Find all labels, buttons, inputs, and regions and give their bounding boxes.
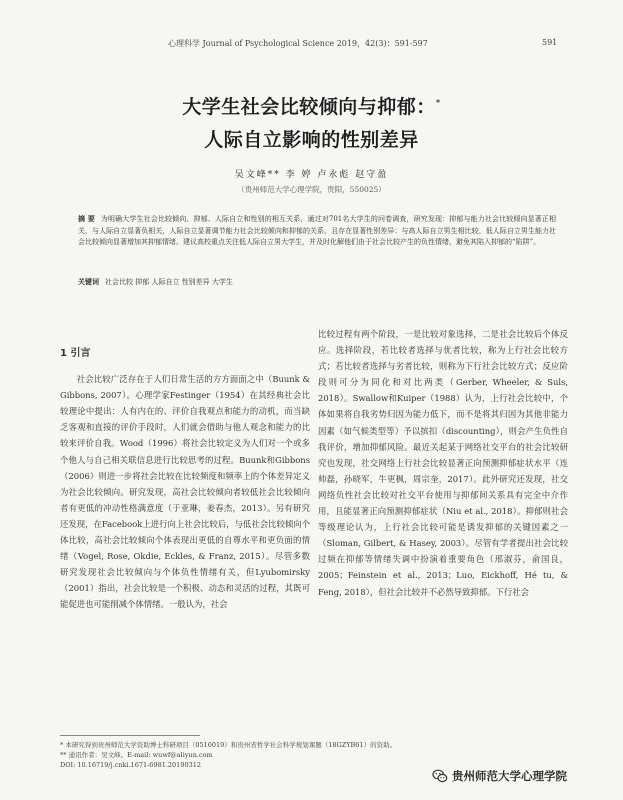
left-body-paragraph: 社会比较广泛存在于人们日常生活的方方面面之中（Buunk & Gibbons, 2007）。心理学家Festinger（1954）在其经典社会比较理论中提出：人有内在的、评价自我观点和能力的动机，而当缺乏客观和直接的评价手段时，人们就会借助与他人观念和能力的比较来评价自我。Wood（1996）将社会比较定义为人们对一个或多个他人与自己相关联信息进行比较思考的过程。Buunk和Gibbons（2006）则进一步将社会比较在比较频度和频率上的个体差异定义为社会比较倾向。研究发现，高社会比较倾向者较低社会比较倾向者有更低的冲动性格满意度（于亚琳，姜春杰，2013）。另有研究还发现，在Facebook上进行向上社会比较后，与低社会比较倾向个体比较，高社会比较倾向个体表现出更低的自尊水平和更负面的情绪（Vogel, Rose, Okdie, Eckles, & Franz, 2015）。尽管多数研究发现社会比较倾向与个体负性情绪有关，但Lyubomirsky（2001）指出，社会比较是一个积极、动态和灵活的过程，其既可能促进也可能削减个体情绪。一般认为，社会 xyxy=(60,374,310,610)
footnote-doi: DOI: 10.16719/j.cnki.1671-6981.20190312 xyxy=(60,761,201,769)
right-column xyxy=(318,326,568,600)
left-column xyxy=(60,326,310,613)
title-block xyxy=(0,92,623,152)
wechat-icon xyxy=(432,768,448,784)
title-line-2: 人际自立影响的性别差异 xyxy=(204,129,419,151)
running-header: 心理科学 Journal of Psychological Science 2019，42(3)：591-597 xyxy=(168,39,428,48)
footnote-divider xyxy=(60,735,200,736)
title-footnote-marker: * xyxy=(435,98,441,109)
abstract-text: 为明确大学生社会比较倾向、抑郁、人际自立和性别的相互关系，通过对701名大学生的问卷调查，研究发现：抑郁与能力社会比较倾向显著正相关，与人际自立显著负相关，人际自立显著调节能力社会比较倾向和抑郁的关系，且存在显著性别差异：与高人际自立男生相比较，低人际自立男生能力社会比较倾向显著增加其抑郁情绪。建议高校重点关注低人际自立男大学生，并及时化解他们由于社会比较产生的负性情绪，避免其陷入抑郁的“陷阱”。 xyxy=(78,215,557,246)
footnotes xyxy=(60,740,580,770)
keywords-label: 关键词 xyxy=(78,277,99,286)
title-line-1 xyxy=(0,92,623,119)
right-body-paragraph: 比较过程有两个阶段，一是比较对象选择，二是社会比较后个体反应。选择阶段，若比较者选择与优者比较，称为上行社会比较方式；若比较者选择与劣者比较，则称为下行社会比较方式；反应阶段则可分为同化和对比两类（Gerber, Wheeler, & Suls, 2018）。Swallow和Kuiper（1988）认为，上行社会比较中，个体如果将自我劣势归因为能力低下，而不是将其归因为其他非能力因素（如气候类型等）予以摈扣（discounting），则会产生负性自我评价，增加抑郁风险。最近关起某于网络社交平台的社会比较研究也发现，社交网络上行社会比较显著正向预测抑郁症状水平（连帅磊，孙晓军，牛更枫，周宗奎，2017）。此外研究还发现，社交网络负性社会比较对社交平台使用与抑郁间关系具有完全中介作用，且能显著正向预测抑郁症状（Niu et al., 2018）。抑郁则社会等级理论认为，上行社会比较可能是诱发抑郁的关键因素之一（Sloman, Gilbert, & Hasey, 2003）。尽管有学者提出社会比较过频在抑郁等情绪失调中扮演着重要角色（邢淑芬，俞国良，2005；Feinstein et al., 2013；Luo, Eickhoff, Hé tu, & Feng, 2018），但社会比较并不必然导致抑郁。下行社会 xyxy=(318,329,568,597)
watermark-text: 贵州师范大学心理学院 xyxy=(452,769,567,783)
watermark xyxy=(432,768,567,784)
abstract xyxy=(78,213,556,249)
title-line-1-text: 大学生社会比较倾向与抑郁： xyxy=(182,96,436,118)
authors: 吴文峰** 李 婷 卢永彪 赵守盈 xyxy=(234,170,389,180)
abstract-label: 摘 要 xyxy=(78,214,95,223)
footnote-funding: * 本研究得到贵州师范大学资助博士科研项目（0516019）和贵州省哲学社会科学规划课题（18GZYB61）的资助。 xyxy=(60,741,397,749)
footnote-correspondence: ** 通讯作者：吴文峰。E-mail: wuwf@aliyun.com xyxy=(60,751,213,759)
page-number: 591 xyxy=(542,38,558,47)
keywords-text: 社会比较 抑郁 人际自立 性别差异 大学生 xyxy=(105,278,233,286)
affiliation: （贵州师范大学心理学院，贵阳，550025） xyxy=(237,185,386,194)
keywords xyxy=(78,277,556,287)
section-heading-introduction: 1 引言 xyxy=(60,348,91,359)
